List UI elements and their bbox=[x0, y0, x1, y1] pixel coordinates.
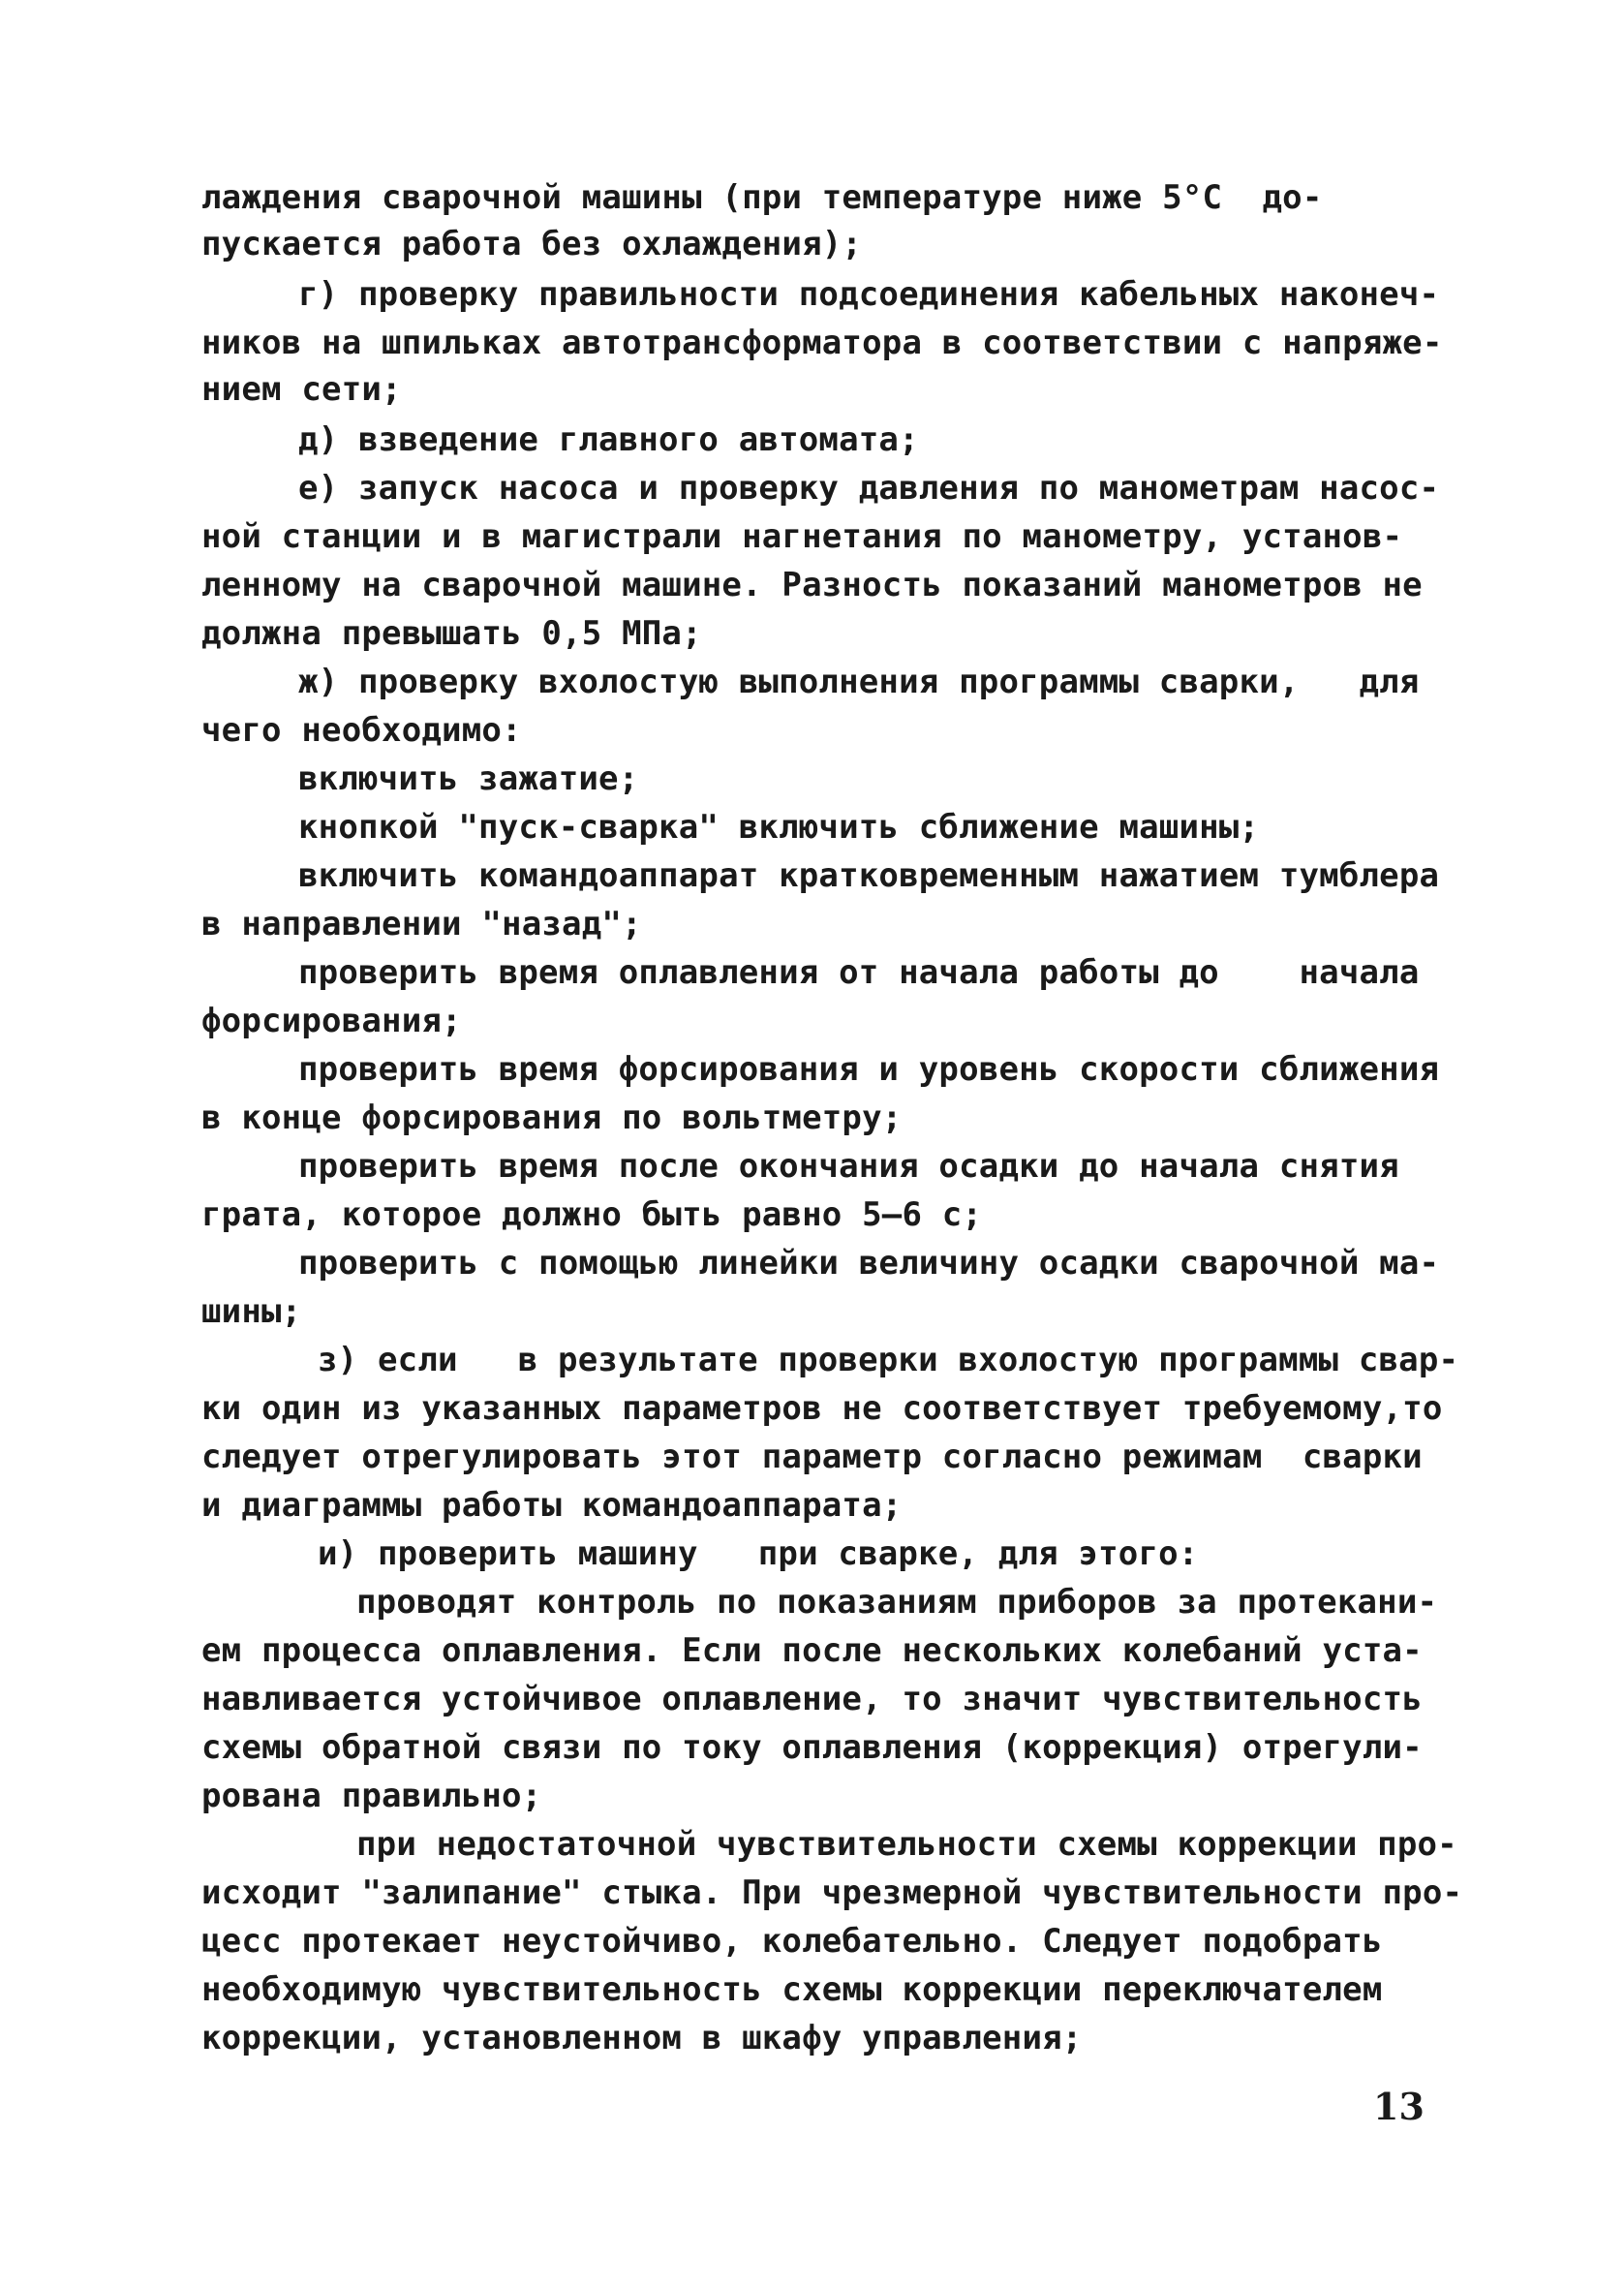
text-line: ки один из указанных параметров не соответствует требуемому,то bbox=[201, 1389, 1443, 1428]
text-line: навливается устойчивое оплавление, то значит чувствительность bbox=[201, 1680, 1423, 1718]
text-line: ж) проверку вхолостую выполнения программы сварки, для bbox=[298, 663, 1420, 701]
text-line: пускается работа без охлаждения); bbox=[201, 225, 863, 263]
text-line: и диаграммы работы командоаппарата; bbox=[201, 1486, 903, 1525]
text-line: лаждения сварочной машины (при температуре ниже 5°С до- bbox=[201, 178, 1323, 217]
text-line: в конце форсирования по вольтметру; bbox=[201, 1098, 903, 1137]
text-line: нием сети; bbox=[201, 370, 402, 409]
text-line: схемы обратной связи по току оплавления (коррекция) отрегули- bbox=[201, 1728, 1423, 1767]
text-line: проверить время форсирования и уровень скорости сближения bbox=[298, 1050, 1440, 1089]
text-line: и) проверить машину при сварке, для этого: bbox=[318, 1534, 1199, 1573]
text-line: з) если в результате проверки вхолостую программы свар- bbox=[318, 1341, 1459, 1379]
text-line: включить зажатие; bbox=[298, 759, 639, 798]
text-line: включить командоаппарат кратковременным нажатием тумблера bbox=[298, 856, 1440, 895]
text-line: должна превышать 0,5 МПа; bbox=[201, 614, 702, 653]
text-line: ной станции и в магистрали нагнетания по манометру, установ- bbox=[201, 517, 1403, 556]
text-line: ников на шпильках автотрансформатора в соответствии с напряже- bbox=[201, 324, 1443, 362]
text-line: проверить время оплавления от начала работы до начала bbox=[298, 953, 1420, 992]
text-line: г) проверку правильности подсоединения кабельных наконеч- bbox=[298, 275, 1440, 314]
text-line: при недостаточной чувствительности схемы коррекции про- bbox=[356, 1825, 1457, 1864]
text-line: проверить время после окончания осадки до начала снятия bbox=[298, 1147, 1399, 1186]
text-line: шины; bbox=[201, 1292, 302, 1331]
text-line: ленному на сварочной машине. Разность показаний манометров не bbox=[201, 566, 1423, 604]
text-line: д) взведение главного автомата; bbox=[298, 420, 919, 459]
text-line: грата, которое должно быть равно 5–6 с; bbox=[201, 1195, 983, 1234]
text-line: следует отрегулировать этот параметр согласно режимам сварки bbox=[201, 1438, 1423, 1476]
text-line: ем процесса оплавления. Если после нескольких колебаний уста- bbox=[201, 1631, 1423, 1670]
text-line: проверить с помощью линейки величину осадки сварочной ма- bbox=[298, 1244, 1440, 1283]
text-line: проводят контроль по показаниям приборов за протекани- bbox=[356, 1583, 1438, 1622]
text-line: форсирования; bbox=[201, 1002, 462, 1040]
text-line: е) запуск насоса и проверку давления по манометрам насос- bbox=[298, 469, 1440, 508]
text-line: в направлении "назад"; bbox=[201, 905, 642, 943]
page-number: 13 bbox=[1373, 2085, 1425, 2128]
text-line: кнопкой "пуск-сварка" включить сближение машины; bbox=[298, 808, 1260, 847]
text-line: рована правильно; bbox=[201, 1777, 542, 1815]
text-line: чего необходимо: bbox=[201, 711, 522, 750]
text-line: исходит "залипание" стыка. При чрезмерной чувствительности про- bbox=[201, 1873, 1463, 1912]
text-line: коррекции, установленном в шкафу управления; bbox=[201, 2019, 1083, 2057]
text-line: цесс протекает неустойчиво, колебательно. Следует подобрать bbox=[201, 1922, 1383, 1961]
text-line: необходимую чувствительность схемы коррекции переключателем bbox=[201, 1970, 1383, 2009]
